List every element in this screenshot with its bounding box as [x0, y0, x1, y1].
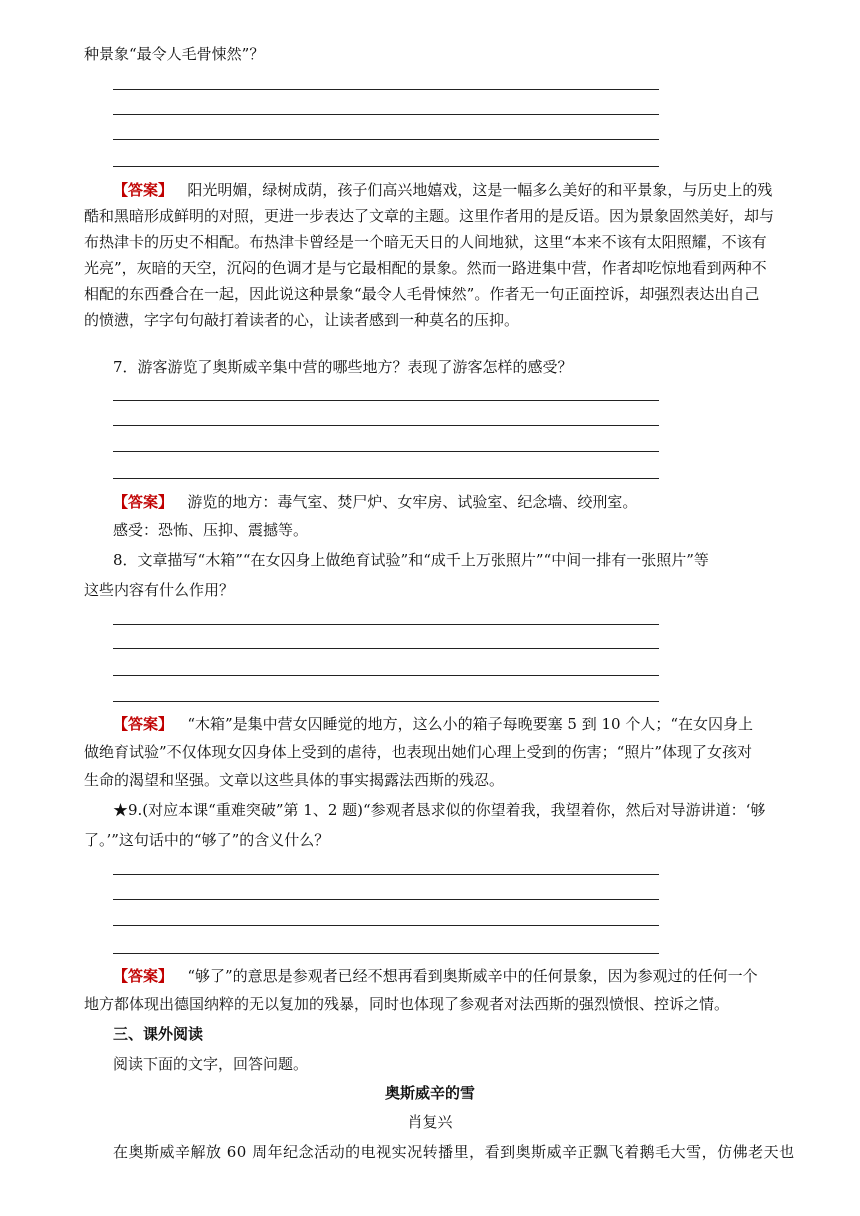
- answer-marker: 【答案】: [113, 181, 174, 199]
- answer-6-line: 布热津卡的历史不相配。布热津卡曾经是一个暗无天日的人间地狱，这里“本来不该有太阳照耀，不该有: [84, 233, 767, 251]
- answer-blank-line: [113, 953, 659, 954]
- answer-blank-line: [113, 899, 659, 900]
- answer-6-line: 光亮”，灰暗的天空，沉闷的色调才是与它最相配的景象。然而一路进集中营，作者却吃惊地看到两种不: [84, 259, 767, 277]
- answer-blank-line: [113, 648, 659, 649]
- question-6-tail: 种景象“最令人毛骨悚然”？: [84, 45, 265, 63]
- question-8-line: 这些内容有什么作用？: [84, 581, 235, 599]
- answer-blank-line: [113, 166, 659, 167]
- article-first-line: 在奥斯威辛解放 60 周年纪念活动的电视实况转播里，看到奥斯威辛正飘飞着鹅毛大雪，仿佛老天也: [113, 1143, 795, 1161]
- answer-8-line: 生命的渴望和坚强。文章以这些具体的事实揭露法西斯的残忍。: [84, 771, 505, 789]
- answer-blank-line: [113, 925, 659, 926]
- answer-8-line: 【答案】 “木箱”是集中营女囚睡觉的地方，这么小的箱子每晚要塞 5 到 10 个人；“在女囚身上: [113, 715, 754, 733]
- answer-8-line: 做绝育试验”不仅体现女囚身体上受到的虐待，也表现出她们心理上受到的伤害；“照片”体现了女孩对: [84, 743, 753, 761]
- answer-blank-line: [113, 624, 659, 625]
- answer-blank-line: [113, 701, 659, 702]
- answer-7-line: 【答案】 游览的地方：毒气室、焚尸炉、女牢房、试验室、纪念墙、绞刑室。: [113, 493, 638, 511]
- answer-blank-line: [113, 89, 659, 90]
- answer-marker: 【答案】: [113, 967, 174, 985]
- answer-9-line: 地方都体现出德国纳粹的无以复加的残暴，同时也体现了参观者对法西斯的强烈愤恨、控诉之情。: [84, 995, 730, 1013]
- question-7: 7．游客游览了奥斯威辛集中营的哪些地方？表现了游客怎样的感受？: [113, 358, 573, 376]
- section-heading: 三、课外阅读: [113, 1025, 204, 1043]
- answer-6-line: 的愤懑，字字句句敲打着读者的心，让读者感到一种莫名的压抑。: [84, 311, 520, 329]
- question-8-line: 8．文章描写“木箱”“在女囚身上做绝育试验”和“成千上万张照片”“中间一排有一张照片”等: [113, 551, 709, 569]
- answer-blank-line: [113, 400, 659, 401]
- reading-instruction: 阅读下面的文字，回答问题。: [113, 1055, 309, 1073]
- article-author: 肖复兴: [407, 1113, 453, 1131]
- answer-6-line: 酷和黑暗形成鲜明的对照，更进一步表达了文章的主题。这里作者用的是反语。因为景象固然美好，却与: [84, 207, 775, 225]
- answer-9-line: 【答案】 “够了”的意思是参观者已经不想再看到奥斯威辛中的任何景象，因为参观过的任何一个: [113, 967, 758, 985]
- answer-blank-line: [113, 114, 659, 115]
- answer-blank-line: [113, 874, 659, 875]
- answer-7-line: 感受：恐怖、压抑、震撼等。: [113, 521, 309, 539]
- answer-blank-line: [113, 478, 659, 479]
- answer-blank-line: [113, 139, 659, 140]
- answer-blank-line: [113, 425, 659, 426]
- answer-marker: 【答案】: [113, 493, 174, 511]
- question-9-line: 了。’”这句话中的“够了”的含义什么？: [84, 831, 330, 849]
- answer-6-line: 相配的东西叠合在一起，因此说这种景象“最令人毛骨悚然”。作者无一句正面控诉，却强烈表达出自己: [84, 285, 760, 303]
- answer-marker: 【答案】: [113, 715, 174, 733]
- answer-6-line: 【答案】 阳光明媚，绿树成荫，孩子们高兴地嬉戏，这是一幅多么美好的和平景象，与历史上的残: [113, 181, 773, 199]
- answer-blank-line: [113, 451, 659, 452]
- article-title: 奥斯威辛的雪: [384, 1084, 475, 1102]
- question-9-line: ★9.(对应本课“重难突破”第 1、2 题)“参观者恳求似的你望着我，我望着你，然后对导游讲道：‘够: [113, 801, 766, 819]
- answer-blank-line: [113, 675, 659, 676]
